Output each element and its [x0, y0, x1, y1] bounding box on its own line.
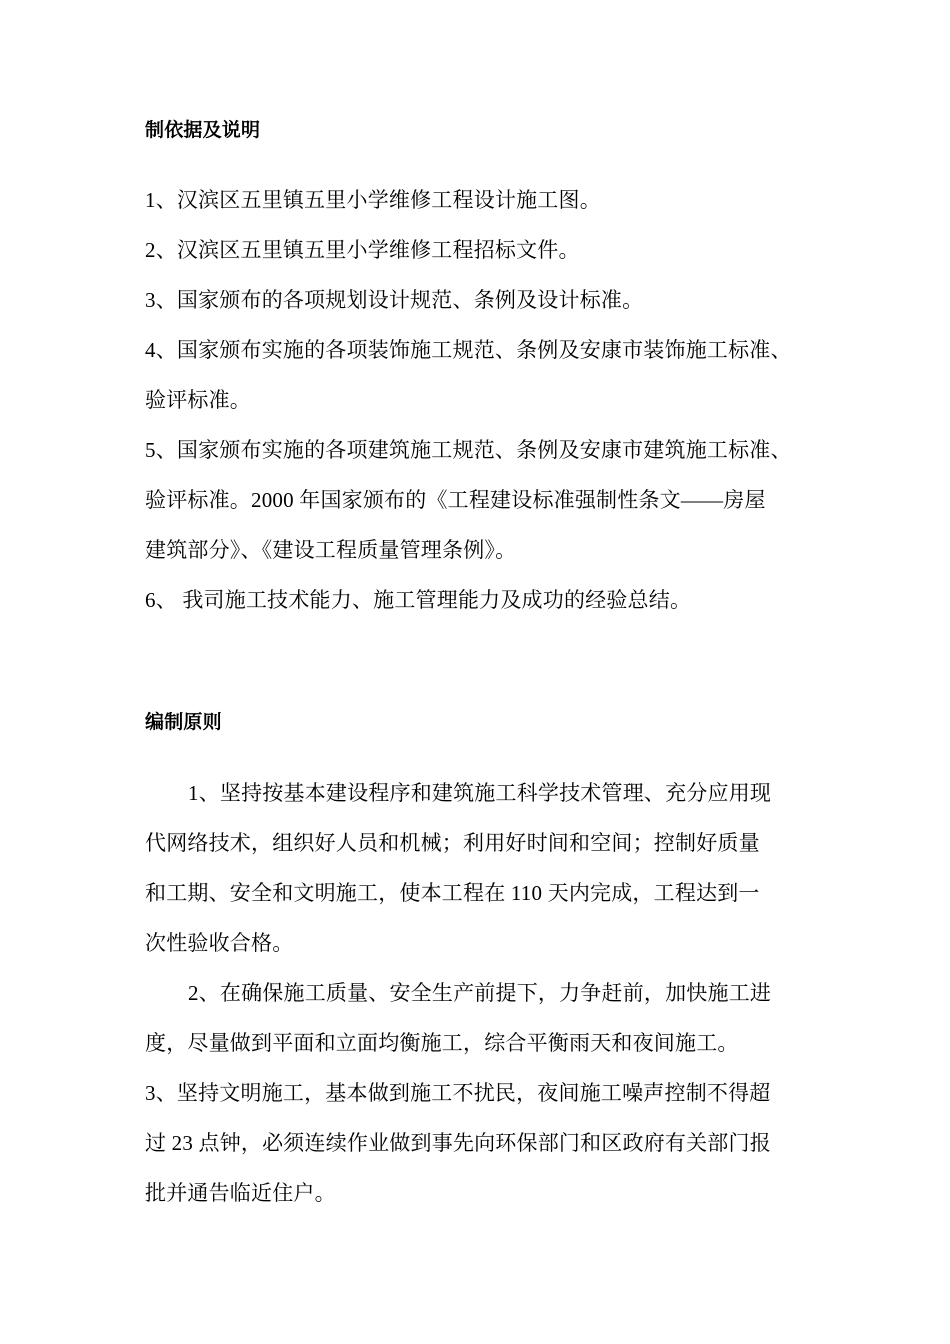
basis-line-4-cont: 验评标准。: [145, 388, 251, 412]
basis-line-1: 1、汉滨区五里镇五里小学维修工程设计施工图。: [145, 188, 601, 212]
basis-line-6: 6、 我司施工技术能力、施工管理能力及成功的经验总结。: [145, 588, 692, 612]
basis-line-5-cont-1: 验评标准。2000 年国家颁布的《工程建设标准强制性条文——房屋: [145, 488, 766, 512]
principle-1-line-4: 次性验收合格。: [145, 931, 294, 955]
principle-1-line-1: 1、坚持按基本建设程序和建筑施工科学技术管理、充分应用现: [188, 781, 772, 805]
basis-line-2: 2、汉滨区五里镇五里小学维修工程招标文件。: [145, 238, 580, 262]
principle-1-line-2: 代网络技术，组织好人员和机械；利用好时间和空间；控制好质量: [145, 831, 760, 855]
principle-3-line-2: 过 23 点钟，必须连续作业做到事先向环保部门和区政府有关部门报: [145, 1131, 771, 1155]
principle-3-line-1: 3、坚持文明施工，基本做到施工不扰民，夜间施工噪声控制不得超: [145, 1081, 771, 1105]
basis-line-4: 4、国家颁布实施的各项装饰施工规范、条例及安康市装饰施工标准、: [145, 338, 792, 362]
basis-line-3: 3、国家颁布的各项规划设计规范、条例及设计标准。: [145, 288, 644, 312]
principle-2-line-1: 2、在确保施工质量、安全生产前提下，力争赶前，加快施工进: [188, 981, 772, 1005]
basis-line-5-cont-2: 建筑部分》、《建设工程质量管理条例》。: [145, 538, 517, 562]
section-heading-principles: 编制原则: [145, 711, 222, 733]
principle-2-line-2: 度，尽量做到平面和立面均衡施工，综合平衡雨天和夜间施工。: [145, 1031, 739, 1055]
basis-line-5: 5、国家颁布实施的各项建筑施工规范、条例及安康市建筑施工标准、: [145, 438, 792, 462]
principle-3-line-3: 批并通告临近住户。: [145, 1181, 336, 1205]
section-heading-basis: 制依据及说明: [145, 119, 261, 141]
principle-1-line-3: 和工期、安全和文明施工，使本工程在 110 天内完成，工程达到一: [145, 881, 760, 905]
